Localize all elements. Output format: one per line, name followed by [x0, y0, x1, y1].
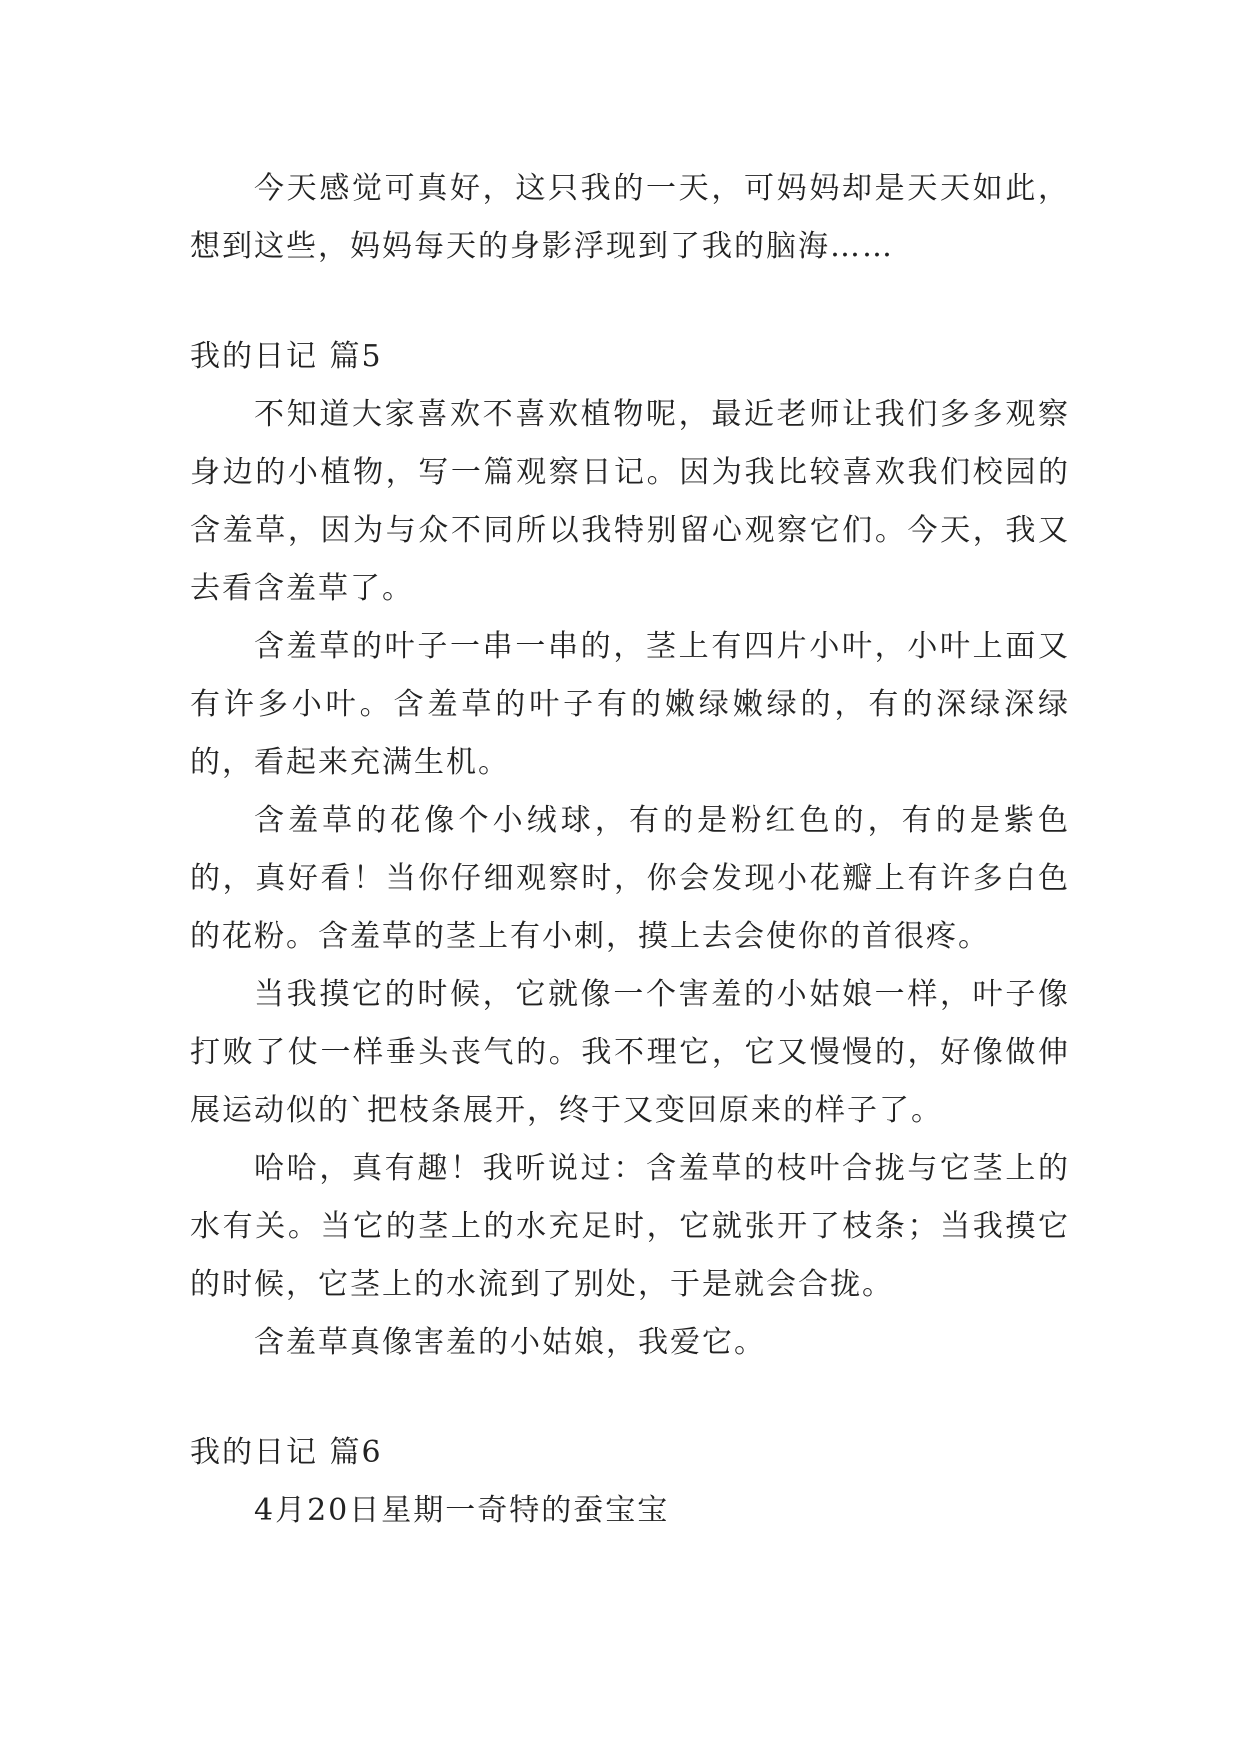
paragraph: 4月20日星期一奇特的蚕宝宝 [254, 1493, 670, 1528]
section-gap [190, 1372, 1070, 1424]
paragraph: 当我摸它的时候，它就像一个害羞的小姑娘一样，叶子像打败了仗一样垂头丧气的。我不理它，它又慢慢的，好像做伸展运动似的`把枝条展开，终于又变回原来的样子了。 [190, 977, 1070, 1128]
section-heading-5: 我的日记 篇5 [190, 339, 383, 374]
document-body [190, 160, 1070, 1540]
paragraph: 哈哈，真有趣！我听说过：含羞草的枝叶合拢与它茎上的水有关。当它的茎上的水充足时，它就张开了枝条；当我摸它的时候，它茎上的水流到了别处，于是就会合拢。 [190, 1151, 1070, 1302]
paragraph: 不知道大家喜欢不喜欢植物呢，最近老师让我们多多观察身边的小植物，写一篇观察日记。因为我比较喜欢我们校园的含羞草，因为与众不同所以我特别留心观察它们。今天，我又去看含羞草了。 [190, 397, 1070, 606]
intro-paragraph: 今天感觉可真好，这只我的一天，可妈妈却是天天如此，想到这些，妈妈每天的身影浮现到了我的脑海…… [190, 171, 1070, 264]
paragraph: 含羞草的花像个小绒球，有的是粉红色的，有的是紫色的，真好看！当你仔细观察时，你会发现小花瓣上有许多白色的花粉。含羞草的茎上有小刺，摸上去会使你的首很疼。 [190, 803, 1070, 954]
paragraph: 含羞草的叶子一串一串的，茎上有四片小叶，小叶上面又有许多小叶。含羞草的叶子有的嫩绿嫩绿的，有的深绿深绿的，看起来充满生机。 [190, 629, 1070, 780]
section-gap [190, 276, 1070, 328]
section-heading-6: 我的日记 篇6 [190, 1435, 383, 1470]
paragraph: 含羞草真像害羞的小姑娘，我爱它。 [254, 1325, 766, 1360]
